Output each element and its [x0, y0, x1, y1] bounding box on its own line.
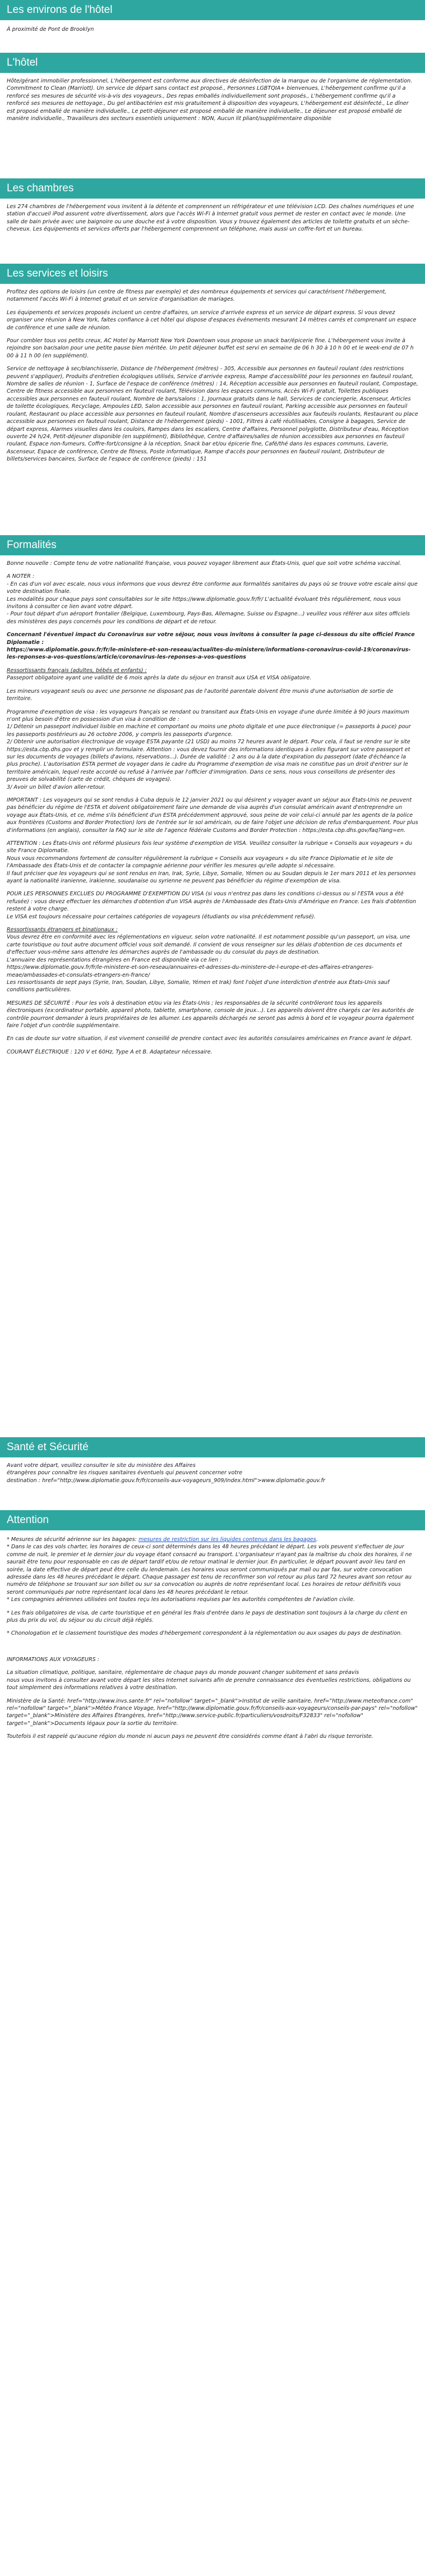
formalites-line: Passeport obligatoire ayant une validité de 6 mois après la date du séjour en transit aux USA et VISA obligatoire.	[7, 675, 312, 682]
paragraph-spacer	[7, 834, 418, 840]
services-paragraph: Service de nettoyage à sec/blanchisserie, Distance de l'hébergement (mètres) - 305, Accessible aux personnes en fauteuil roulant (des restrictions peuvent s'appliquer), Produits d'entretien écologiques utilisés, Service d'arrivée express, Rampe d'accessibilité pour les personnes en fauteuil roulant, Nombre de salles de réunion - 1, Surface de l'espace de conférence (mètres) : 14, Réception accessible aux personnes en fauteuil roulant, Compostage, Centre de fitness accessible aux personnes en fauteuil roulant, Télévision dans les espaces communs, Accès Wi-Fi gratuit, Toilettes publiques accessibles aux personnes en fauteuil roulant, Nombre de bars/salons : 1, Journaux gratuits dans le hall, Services de conciergerie, Ascenseur, Articles de toilette écologiques, Recyclage, Ampoules LED, Salon accessible aux personnes en fauteuil roulant, Parking accessible aux personnes en fauteuil roulant, Restaurant ou place accessible aux personnes en fauteuil roulant, Nombre d'ascenseurs accessibles aux fauteuils roulants, Restaurant ou place accessible aux personnes en fauteuil roulant, Distance de l'hébergement (pieds) - 1001, Filtres à café réutilisables, Consigne à bagages, Service de départ express, Alarmes visuelles dans les couloirs, Rampes dans les escaliers, Centre d'affaires, Personnel polyglotte, Distributeur d'eau, Réception ouverte 24 h/24, Petit-déjeuner disponible (en supplément), Bibliothèque, Centre d'affaires/salles de réunion accessibles aux personnes en fauteuil roulant, Espace non-fumeurs, Coffre-fort/consigne à la réception, Snack bar et/ou épicerie fine, Café/thé dans les espaces communs, Laverie, Ascenseur, Espace de conférence, Centre de fitness, Poste informatique, Rampe d'accès pour personnes en fauteuil roulant, Distributeur de billets/services bancaires, Surface de l'espace de conférence (pieds) : 151	[7, 366, 418, 463]
services-paragraph: Pour combler tous vos petits creux, AC Hotel by Marriott New York Downtown vous propose un snack bar/épicerie fine. L'hébergement vous invite à rejoindre son bar/salon pour une petite pause bien méritée. Un petit déjeuner buffet est servi en semaine de 06 h 30 à 10 h 00 et le week-end de 07 h 00 à 11 h 00 (en supplément).	[7, 338, 414, 359]
attention-intro-suffix: .	[316, 1537, 318, 1543]
section-title-environs: Les environs de l'hôtel	[7, 4, 113, 16]
formalites-line: Les modalités pour chaque pays sont consultables sur le site https://www.diplomatie.gouv.fr/fr/ L'actualité évoluant très régulièrement, nous vous invitons à consulter ce lien avant votre départ.	[7, 596, 401, 610]
section-body-formalites	[0, 555, 425, 1437]
section-header-formalites	[0, 535, 425, 555]
formalites-line: Programme d'exemption de visa : les voyageurs français se rendant ou transitant aux États-Unis en voyage d'une durée limitée à 90 jours maximum n'ont plus besoin d'être en possession d'un visa à condition de :	[7, 709, 409, 723]
formalites-line: Il faut préciser que les voyageurs qui se sont rendus en Iran, Irak, Syrie, Libye, Somalie, Yémen ou au Soudan depuis le 1er mars 2011 et les personnes ayant la nationalité iranienne, irakienne, soudanaise ou syrienne ne peuvent pas bénéficier du régime d'exemption de visa.	[7, 870, 416, 885]
formalites-line: https://www.diplomatie.gouv.fr/fr/le-ministere-et-son-reseau/annuaires-et-adresses-du-ministere-de-l-europe-et-des-affaires-etrangeres-meae/ambassades-et-consulats-etrangers-en-france/	[7, 964, 374, 978]
paragraph-spacer	[7, 625, 418, 631]
paragraph-spacer	[7, 994, 418, 1000]
paragraph-spacer	[7, 1650, 418, 1656]
section-body-environs	[0, 20, 425, 53]
formalites-line: Les mineurs voyageant seuls ou avec une personne ne disposant pas de l'autorité parentale doivent être munis d'une autorisation de sortie de territoire.	[7, 688, 394, 702]
paragraph-spacer	[7, 661, 418, 667]
section-title-hotel: L'hôtel	[7, 57, 38, 68]
section-header-hotel	[0, 53, 425, 73]
paragraph-spacer	[7, 1043, 418, 1048]
paragraph-spacer	[7, 1604, 418, 1609]
paragraph-spacer	[7, 1624, 418, 1630]
paragraph-spacer	[7, 1692, 418, 1698]
services-paragraph: Profitez des options de loisirs (un centre de fitness par exemple) et des nombreux équipements et services qui caractérisent l'hébergement, notamment l'accès Wi-Fi à Internet gratuit et un service d'organisation de mariages.	[7, 289, 387, 303]
attention-intro	[7, 1536, 418, 1543]
formalites-line: 2/ Obtenir une autorisation électronique de voyage ESTA payante (21 USD) au moins 72 heures avant le départ. Pour cela, il faut se rendre sur le site https://esta.cbp.dhs.gov et y remplir un formulaire. Attention : vous devez fournir des informations identiques à celles figurant sur votre passeport et sur les documents de voyages (billets d'avions, réservations...). Durée de validité : 2 ans ou à la date d'expiration du passeport (date d'échéance la plus proche). L'autorisation ESTA permet de voyager dans le cadre du Programme d'exemption de visa mais ne constitue pas un droit d'entrer sur le territoire américain, lequel reste accordé ou refusé à l'arrivée par l'officier d'immigration. Dans ce sens, nous vous conseillons de présenter des preuves de solvabilité (carte de crédit, chèques de voyages).	[7, 739, 410, 783]
formalites-line: - Pour tout départ d'un aéroport frontalier (Belgique, Luxembourg, Pays-Bas, Allemagne, Suisse ou Espagne...) veuillez vous référer aux sites officiels des ministères des pays concernés pour les conditions de départ et de retour.	[7, 611, 410, 625]
paragraph-spacer	[7, 1637, 418, 1643]
section-header-services	[0, 264, 425, 284]
paragraph-spacer	[7, 567, 418, 573]
paragraph-spacer	[7, 703, 418, 709]
formalites-line: Vous devrez être en conformité avec les réglementations en vigueur, selon votre nationalité. Il est notamment possible qu'un passeport, un visa, une carte touristique ou tout autre document officiel vous soit demandé. Il convient de vous renseigner sur les délais d'obtention de ces documents et d'effectuer vous-même sans attendre les démarches auprès de l'ambassade ou du consulat du pays de destination.	[7, 934, 410, 956]
formalites-line: Concernant l'éventuel impact du Coronavirus sur votre séjour, nous vous invitons à consulter la page ci-dessous du site officiel France Diplomatie :	[7, 632, 415, 646]
paragraph-spacer	[7, 682, 418, 688]
attention-line: Ministère de la Santé: href="http://www.invs.sante.fr" rel="nofollow" target="_blank">Institut de veille sanitaire, href="http://www.meteofrance.com" rel="nofollow" target="_blank">Météo France Voyage, href="http://www.diplomatie.gouv.fr/fr/conseils-aux-voyageurs/conseils-par-pays" rel="nofollow" target="_blank">Ministère des Affaires Étrangères, href="http://www.service-public.fr/particuliers/vosdroits/F32833" rel="nofollow" target="_blank">Documents légaux pour la sortie du territoire.	[7, 1698, 418, 1727]
formalites-line: Ressortissants français (adultes, bébés et enfants) :	[7, 667, 147, 674]
attention-line: * Les frais obligatoires de visa, de carte touristique et en général les frais d'entrée dans le pays de destination sont toujours à la charge du client en plus du prix du vol, du séjour ou du circuit déjà réglés.	[7, 1609, 408, 1624]
section-header-attention	[0, 1510, 425, 1530]
paragraph-spacer	[7, 1663, 418, 1669]
attention-intro-prefix: * Mesures de sécurité aérienne sur les bagages:	[7, 1537, 138, 1543]
formalites-line: ATTENTION : Les États-Unis ont réformé plusieurs fois leur système d'exemption de VISA. Veuillez consulter la rubrique « Conseils aux voyageurs » du site France Diplomatie.	[7, 840, 412, 854]
formalites-line: IMPORTANT : Les voyageurs qui se sont rendus à Cuba depuis le 12 janvier 2021 ou qui désirent y voyager avant un séjour aux États-Unis ne peuvent pas bénéficier du régime de l'ESTA et doivent obligatoirement faire une demande de visa auprès d'un consulat américain avant d'entreprendre un voyage aux États-Unis, et ce, même s'ils bénéficient d'un ESTA précédemment approuvé, sous peine de voir celui-ci annulé par les agents de la police aux frontières (Customs and Border Protection) lors de l'entrée sur le sol américain, ou de faire l'objet une décision de refus d'embarquement. Pour plus d'informations (en anglais), consulter la FAQ sur le site de l'agence fédérale Customs and Border Protection : https://esta.cbp.dhs.gov/faq?lang=en.	[7, 797, 418, 834]
section-header-sante	[0, 1437, 425, 1457]
paragraph-spacer	[7, 1727, 418, 1733]
formalites-line: 1/ Détenir un passeport individuel lisible en machine et comportant ou moins une photo digitale et une puce électronique (= passeports à puce) pour les passeports postérieurs au 26 octobre 2006, y compris les passeports d'urgence.	[7, 724, 411, 738]
section-body-chambres	[0, 199, 425, 264]
attention-line	[7, 1643, 418, 1650]
environs-text: À proximité de Pont de Brooklyn	[7, 26, 94, 33]
attention-line: * Dans le cas des vols charter, les horaires de ceux-ci sont déterminés dans les 48 heures précédant le départ. Les vols peuvent s'effectuer de jour comme de nuit, le premier et le dernier jour du voyage étant consacré au transport. L'organisateur n'ayant pas la maîtrise du choix des horaires, il ne saurait être tenu pour responsable en cas de départ tardif et/ou de retour matinal le dernier jour. En particulier, le départ pouvant avoir lieu tard en soirée, la date effective de départ peut être celle du lendemain. Les horaires vous seront communiqués par mail ou par fax, sur votre convocation adressée dans les 48 heures précédant le départ. Chaque passager est tenu de reconfirmer son vol retour au plus tard 72 heures avant son retour au numéro de téléphone se trouvant sur son billet ou sur sa convocation ou auprès de notre représentant local. Les horaires de retour définitifs vous seront communiqués par notre représentant local dans les 48 heures précédant le retour.	[7, 1544, 412, 1595]
section-title-services: Les services et loisirs	[7, 268, 108, 279]
formalites-line: Ressortissants étrangers et binationaux :	[7, 927, 118, 933]
paragraph-spacer	[7, 885, 418, 890]
sante-line: Avant votre départ, veuillez consulter le site du ministère des Affaires	[7, 1462, 196, 1469]
services-paragraph: Les équipements et services proposés incluent un centre d'affaires, un service d'arrivée express et un service de départ express. Si vous devez organiser une réunion à New York, faites confiance à cet hôtel qui dispose d'espaces événements mesurant 14 mètres carrés et comprenant un espace de conférence et une salle de réunion.	[7, 309, 417, 331]
liquids-restriction-link[interactable]: mesures de restriction sur les liquides contenus dans les bagages	[138, 1537, 316, 1543]
sante-line: étrangères pour connaître les risques sanitaires éventuels qui peuvent concerner votre	[7, 1470, 243, 1476]
section-title-attention: Attention	[7, 1514, 49, 1526]
chambres-text: Les 274 chambres de l'hébergement vous invitent à la détente et comprennent un réfrigérateur et une télévision LCD. Des chaînes numériques et une station d'accueil iPod assurent votre divertissement, alors que l'accès Wi-Fi à Internet gratuit vous permet de rester en contact avec le monde. Une salle de bain privée avec une baignoire ou une douche est à votre disposition. Vous y trouvez également des articles de toilette gratuits et un sèche-cheveux. Les équipements et services offerts par l'hébergement comprennent un téléphone, mais aussi un coffre-fort et un bureau.	[7, 204, 414, 233]
formalites-line: Les ressortissants de sept pays (Syrie, Iran, Soudan, Libye, Somalie, Yémen et Irak) font l'objet d'une interdiction d'entrée aux États-Unis sauf conditions particulières.	[7, 979, 390, 993]
section-body-services	[0, 284, 425, 535]
section-title-sante: Santé et Sécurité	[7, 1441, 89, 1453]
paragraph-spacer	[7, 791, 418, 797]
attention-line: nous vous invitons à consulter avant votre départ les sites Internet suivants afin de prendre connaissance des éventuelles restrictions, obligations ou tout simplement des informations relatives à votre destination.	[7, 1677, 411, 1691]
attention-line: Toutefois il est rappelé qu'aucune région du monde ni aucun pays ne peuvent être considérés comme étant à l'abri du risque terroriste.	[7, 1733, 373, 1740]
section-title-formalites: Formalités	[7, 539, 57, 551]
attention-line: * Les compagnies aériennes utilisées ont toutes reçu les autorisations requises par les autorités compétentes de l'aviation civile.	[7, 1597, 355, 1603]
formalites-line: COURANT ÉLECTRIQUE : 120 V et 60Hz, Type A et B. Adaptateur nécessaire.	[7, 1048, 212, 1055]
section-header-environs	[0, 0, 425, 20]
section-title-chambres: Les chambres	[7, 182, 74, 194]
formalites-line: MESURES DE SÉCURITÉ : Pour les vols à destination et/ou via les États-Unis ; les responsables de la sécurité contrôleront tous les appareils électroniques (ex:ordinateur portable, appareil photo, tablette, smartphone, console de jeux...). Les appareils doivent être chargés car les autorités de contrôle pourront demander à leurs propriétaires de les allumer. Les appareils déchargés ne seront pas admis à bord et le voyageur pourra également faire l'objet d'un contrôle supplémentaire.	[7, 1000, 414, 1029]
formalites-line: A NOTER :	[7, 573, 35, 580]
section-header-chambres	[0, 178, 425, 199]
formalites-line: L'annuaire des représentations étrangères en France est disponible via ce lien :	[7, 956, 222, 963]
formalites-line: En cas de doute sur votre situation, il est vivement conseillé de prendre contact avec les autorités consulaires américaines en France avant le départ.	[7, 1036, 413, 1042]
formalites-line: Nous vous recommandons fortement de consulter régulièrement la rubrique « Conseils aux voyageurs » du site France Diplomatie et le site de l'Ambassade des États-Unis et de contacter la compagnie aérienne pour vérifier les mesures qu'elle adopte si nécessaire.	[7, 855, 393, 870]
formalites-line: POUR LES PERSONNES EXCLUES DU PROGRAMME D'EXEMPTION DU VISA (si vous n'entrez pas dans les conditions ci-dessus ou si l'ESTA vous a été refusée) : vous devez effectuer les démarches d'obtention d'un VISA auprès de l'Ambassade des États-Unis d'Amérique en France. Les frais d'obtention restent à votre charge.	[7, 891, 417, 913]
formalites-line: Bonne nouvelle : Compte tenu de votre nationalité française, vous pouvez voyager librement aux États-Unis, quel que soit votre schéma vaccinal.	[7, 560, 401, 567]
formalites-line: - En cas d'un vol avec escale, nous vous informons que vous devrez être conforme aux formalités sanitaires du pays où se trouve votre escale ainsi que votre destination finale.	[7, 581, 418, 595]
hotel-text: Hôte/gérant immobilier professionnel, L'hébergement est conforme aux directives de désinfection de la marque ou de l'organisme de réglementation. Commitment to Clean (Marriott). Un service de départ sans contact est proposé., Personnes LGBTQIA+ bienvenues, L'hébergement confirme qu'il a renforcé ses mesures de sécurité vis-à-vis des voyageurs., Des repas emballés individuellement sont proposés., L'hébergement confirme qu'il a renforcé ses mesures de nettoyage., Du gel antibactérien est mis gratuitement à disposition des voyageurs, L'hébergement est désinfecté., Le dîner est proposé emballé de manière individuelle., Le petit-déjeuner est proposé emballé de manière individuelle., Le déjeuner est proposé emballé de manière individuelle., Travailleurs des secteurs essentiels uniquement : NON, Aucun lit pliant/supplémentaire disponible	[7, 78, 413, 122]
formalites-line: https://www.diplomatie.gouv.fr/fr/le-ministere-et-son-reseau/actualites-du-ministere/informations-coronavirus-covid-19/coronavirus-les-reponses-a-vos-questions/article/coronavirus-les-reponses-a-vos-questions	[7, 647, 411, 661]
section-body-attention	[0, 1530, 425, 1967]
section-body-sante	[0, 1457, 425, 1510]
section-body-hotel	[0, 73, 425, 178]
paragraph-spacer	[7, 1029, 418, 1035]
sante-line: destination : href="http://www.diplomatie.gouv.fr/fr/conseils-aux-voyageurs_909/index.html">www.diplomatie.gouv.fr	[7, 1477, 325, 1484]
attention-line: La situation climatique, politique, sanitaire, réglementaire de chaque pays du monde pouvant changer subitement et sans préavis	[7, 1669, 359, 1676]
formalites-line: 3/ Avoir un billet d'avion aller-retour.	[7, 784, 105, 790]
attention-line: INFORMATIONS AUX VOYAGEURS :	[7, 1656, 99, 1663]
attention-line: * Chonologation et le classement touristique des modes d'hébergement correspondent à la réglementation ou aux usages du pays de destination.	[7, 1630, 403, 1637]
formalites-line: Le VISA est toujours nécessaire pour certaines catégories de voyageurs (étudiants ou visa précédemment refusé).	[7, 913, 316, 920]
paragraph-spacer	[7, 921, 418, 926]
